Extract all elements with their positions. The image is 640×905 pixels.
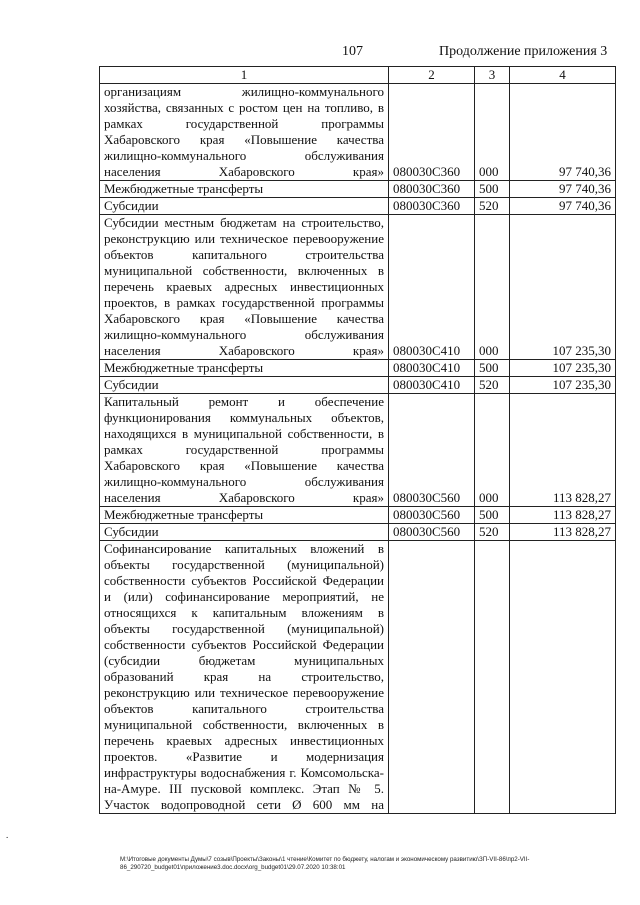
row-amount: 107 235,30	[510, 360, 616, 377]
row-amount: 97 740,36	[510, 181, 616, 198]
row-amount: 97 740,36	[510, 84, 616, 181]
row-description: организациям жилищно-коммунального хозяйства, связанных с ростом цен на топливо, в рамках государственной программы Хабаровского края «Повышение качества жилищно-коммунального обслуживания населения Хабаровского края»	[100, 84, 389, 181]
row-amount: 113 828,27	[510, 524, 616, 541]
row-amount	[510, 541, 616, 814]
document-file-path: M:\Итоговые документы Думы\7 созыв\Проекты\Законы\1 чтение\Комитет по бюджету, налогам и экономическому развитию\ЗП-VII-86\пр2-VII-86_290720_budget01\приложение3.doc.docx\org_budget01\29.07.2020 10:38:01	[120, 856, 530, 871]
row-expense-type: 500	[475, 360, 510, 377]
table-row	[100, 215, 616, 360]
row-target-code: 080030С560	[389, 524, 475, 541]
row-amount: 107 235,30	[510, 377, 616, 394]
row-description: Капитальный ремонт и обеспечение функционирования коммунальных объектов, находящихся в муниципальной собственности, в рамках государственной программы Хабаровского края «Повышение качества жилищно-коммунального обслуживания населения Хабаровского края»	[100, 394, 389, 507]
table-row	[100, 507, 616, 524]
row-target-code: 080030С410	[389, 360, 475, 377]
row-amount: 113 828,27	[510, 507, 616, 524]
row-target-code: 080030С560	[389, 394, 475, 507]
row-expense-type: 500	[475, 507, 510, 524]
row-description: Межбюджетные трансферты	[100, 360, 389, 377]
row-expense-type: 520	[475, 524, 510, 541]
column-number: 2	[389, 67, 475, 84]
row-target-code	[389, 541, 475, 814]
row-description: Субсидии	[100, 198, 389, 215]
row-target-code: 080030С560	[389, 507, 475, 524]
continuation-note: Продолжение приложения 3	[439, 44, 608, 59]
row-target-code: 080030С410	[389, 215, 475, 360]
row-description: Софинансирование капитальных вложений в объекты государственной (муниципальной) собственности субъектов Российской Федерации и (или) софинансирование мероприятий, не относящихся к капитальным вложениям в объекты государственной (муниципальной) собственности субъектов Российской Федерации (субсидии бюджетам муниципальных образований края на строительство, реконструкцию или техническое перевооружение объектов капитального строительства муниципальной собственности, включенных в перечень краевых адресных инвестиционных проектов. «Развитие и модернизация инфраструктуры водоснабжения г. Комсомольска-на-Амуре. III пусковой комплекс. Этап № 5. Участок водопроводной сети Ø 600 мм на	[100, 541, 389, 814]
table-row	[100, 181, 616, 198]
table-row	[100, 394, 616, 507]
row-expense-type: 000	[475, 394, 510, 507]
row-expense-type: 000	[475, 215, 510, 360]
column-number: 4	[510, 67, 616, 84]
row-expense-type	[475, 541, 510, 814]
table-row	[100, 541, 616, 814]
page-number: 107	[342, 44, 363, 59]
row-description: Межбюджетные трансферты	[100, 507, 389, 524]
budget-table	[99, 66, 616, 814]
row-expense-type: 520	[475, 377, 510, 394]
row-description: Субсидии	[100, 524, 389, 541]
row-description: Субсидии	[100, 377, 389, 394]
column-number-row	[100, 67, 616, 84]
column-number: 3	[475, 67, 510, 84]
row-amount: 97 740,36	[510, 198, 616, 215]
table-row	[100, 84, 616, 181]
row-description: Межбюджетные трансферты	[100, 181, 389, 198]
row-description: Субсидии местным бюджетам на строительство, реконструкцию или техническое перевооружение объектов капитального строительства муниципальной собственности, включенных в перечень краевых адресных инвестиционных проектов, в рамках государственной программы Хабаровского края «Повышение качества жилищно-коммунального обслуживания населения Хабаровского края»	[100, 215, 389, 360]
row-target-code: 080030С410	[389, 377, 475, 394]
column-number: 1	[100, 67, 389, 84]
row-target-code: 080030С360	[389, 198, 475, 215]
row-expense-type: 000	[475, 84, 510, 181]
table-row	[100, 377, 616, 394]
row-target-code: 080030С360	[389, 181, 475, 198]
row-amount: 107 235,30	[510, 215, 616, 360]
row-expense-type: 500	[475, 181, 510, 198]
row-target-code: 080030С360	[389, 84, 475, 181]
row-expense-type: 520	[475, 198, 510, 215]
row-amount: 113 828,27	[510, 394, 616, 507]
margin-mark: .	[6, 830, 9, 840]
table-row	[100, 524, 616, 541]
table-row	[100, 198, 616, 215]
table-row	[100, 360, 616, 377]
